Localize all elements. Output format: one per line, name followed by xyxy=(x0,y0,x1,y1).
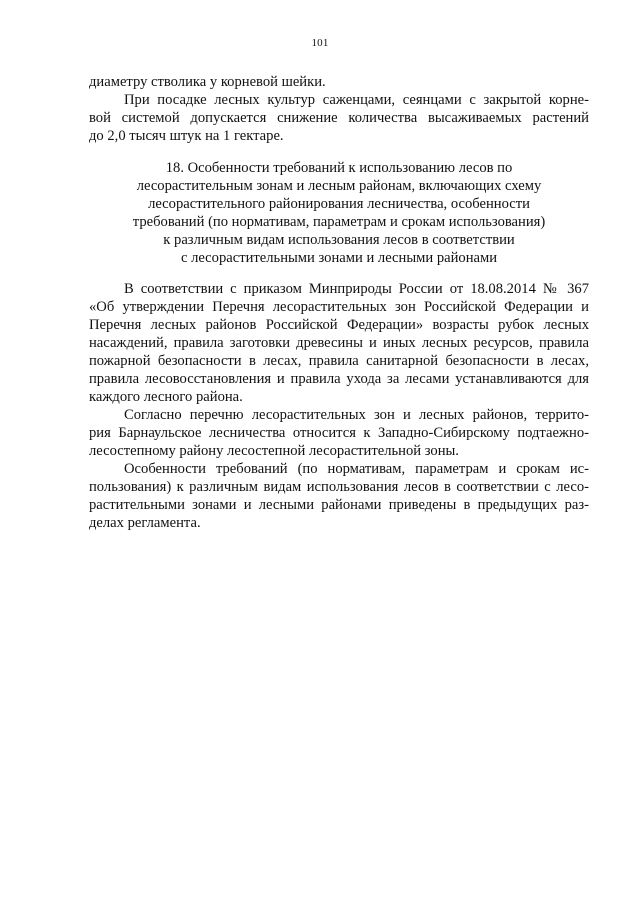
paragraph-line: правила лесовосстановления и правила ухода за лесами устанавливаются для xyxy=(89,371,589,387)
paragraph-line: Особенности требований (по нормативам, параметрам и срокам ис- xyxy=(124,461,589,477)
paragraph-line: «Об утверждении Перечня лесорастительных зон Российской Федерации и xyxy=(89,299,589,315)
section-heading-line: 18. Особенности требований к использованию лесов по xyxy=(165,160,513,176)
paragraph-line: рия Барнаульское лесничества относится к Западно-Сибирскому подтаежно- xyxy=(89,425,589,441)
paragraph-line: каждого лесного района. xyxy=(89,389,243,405)
paragraph-line: вой системой допускается снижение количества высаживаемых растений xyxy=(89,110,589,126)
section-heading-line: к различным видам использования лесов в соответствии xyxy=(163,232,515,248)
paragraph-line: пользования) к различным видам использования лесов в соответствии с лесо- xyxy=(89,479,589,495)
section-heading-line: лесорастительного районирования лесничества, особенности xyxy=(148,196,530,212)
paragraph-line: пожарной безопасности в лесах, правила санитарной безопасности в лесах, xyxy=(89,353,589,369)
paragraph-line: насаждений, правила заготовки древесины и иных лесных ресурсов, правила xyxy=(89,335,589,351)
paragraph-line: Перечня лесных районов Российской Федерации» возрасты рубок лесных xyxy=(89,317,589,333)
section-heading-line: требований (по нормативам, параметрам и срокам использования) xyxy=(132,214,546,230)
paragraph-line: В соответствии с приказом Минприроды России от 18.08.2014 № 367 xyxy=(124,281,589,297)
paragraph-line: делах регламента. xyxy=(89,515,201,531)
paragraph-line: При посадке лесных культур саженцами, сеянцами с закрытой корне- xyxy=(124,92,589,108)
paragraph-line: диаметру стволика у корневой шейки. xyxy=(89,74,326,90)
paragraph-line: Согласно перечню лесорастительных зон и лесных районов, террито- xyxy=(124,407,589,423)
section-heading-line: с лесорастительными зонами и лесными районами xyxy=(180,250,498,266)
paragraph-line: до 2,0 тысяч штук на 1 гектаре. xyxy=(89,128,284,144)
section-heading-line: лесорастительным зонам и лесным районам, включающих схему xyxy=(136,178,542,194)
page-number: 101 xyxy=(311,37,329,49)
paragraph-line: растительными зонами и лесными районами приведены в предыдущих раз- xyxy=(89,497,589,513)
paragraph-line: лесостепному району лесостепной лесорастительной зоны. xyxy=(89,443,459,459)
